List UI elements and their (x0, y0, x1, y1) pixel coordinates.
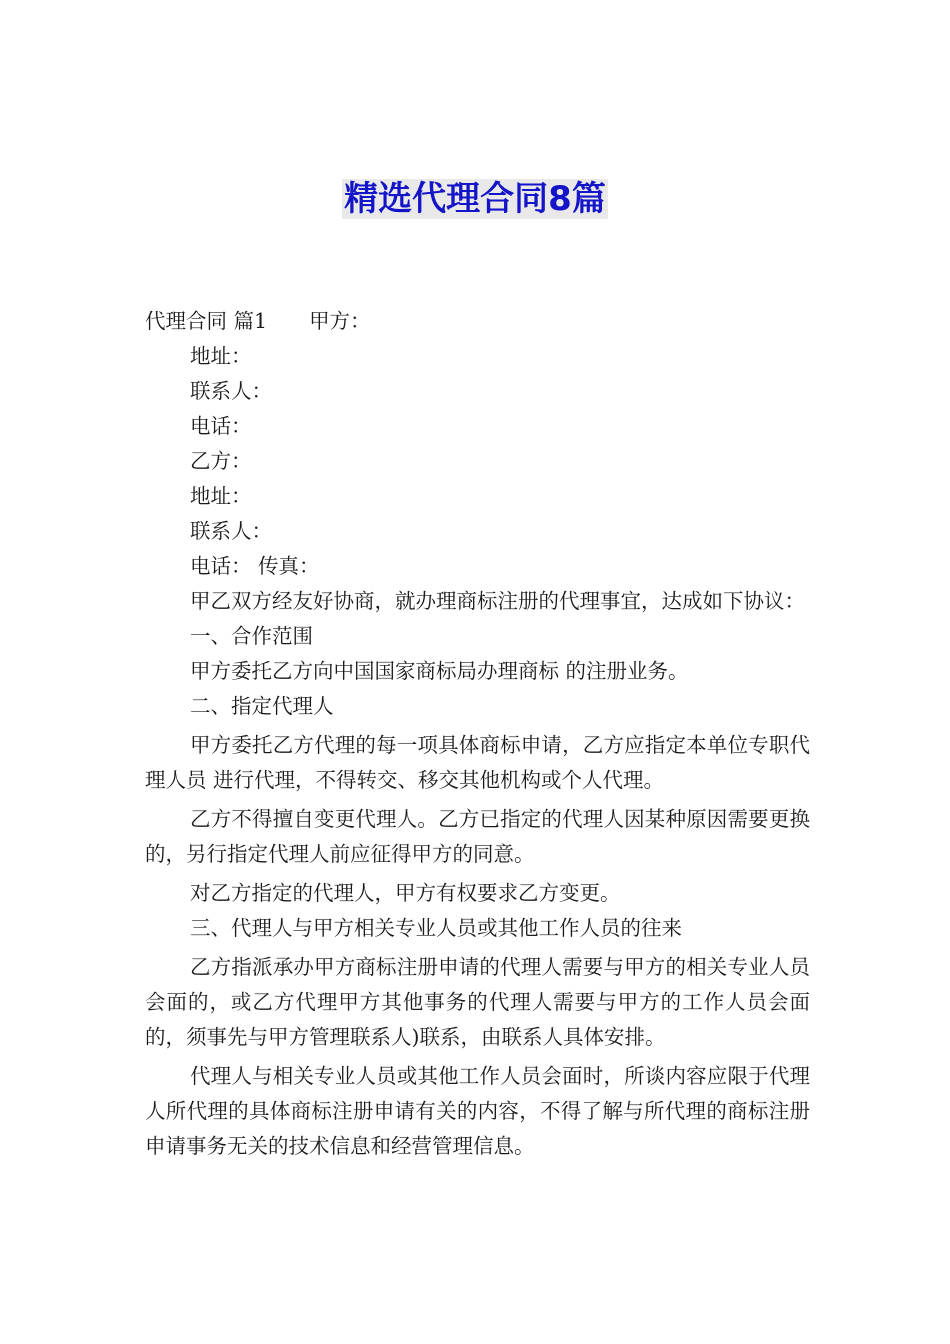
section-heading: 代理合同 篇1 (145, 309, 268, 333)
paragraph-agent-right: 对乙方指定的代理人，甲方有权要求乙方变更。 (190, 881, 621, 905)
document-body (145, 304, 810, 1164)
paragraph-agent-assign: 甲方委托乙方代理的每一项具体商标申请，乙方应指定本单位专职代理人员 进行代理，不得转交、移交其他机构或个人代理。 (145, 733, 810, 792)
field-line-contact-b: 联系人： (190, 519, 272, 543)
document-title (0, 176, 950, 222)
paragraph-scope: 甲方委托乙方向中国国家商标局办理商标 的注册业务。 (190, 659, 689, 683)
title-text: 精选代理合同8篇 (344, 179, 606, 219)
field-line-party-b: 乙方： (190, 449, 252, 473)
paragraph-meeting: 乙方指派承办甲方商标注册申请的代理人需要与甲方的相关专业人员会面的，或乙方代理甲方其他事务的代理人需要与甲方的工作人员会面的，须事先与甲方管理联系人)联系，由联系人具体安排。 (145, 955, 810, 1049)
section-heading-agent: 二、指定代理人 (190, 694, 334, 718)
paragraph-agent-change: 乙方不得擅自变更代理人。乙方已指定的代理人因某种原因需要更换的，另行指定代理人前应征得甲方的同意。 (145, 807, 810, 866)
party-a-label: 甲方： (309, 309, 371, 333)
field-line-address-b: 地址： (190, 484, 252, 508)
field-line-phone-fax-b: 电话： 传真： (190, 554, 320, 578)
heading-line (145, 304, 810, 339)
paragraph-agreement: 甲乙双方经友好协商，就办理商标注册的代理事宜，达成如下协议： (190, 589, 805, 613)
section-heading-scope: 一、合作范围 (190, 624, 313, 648)
field-line-contact-a: 联系人： (190, 379, 272, 403)
field-line-address-a: 地址： (190, 344, 252, 368)
section-heading-contact: 三、代理人与甲方相关专业人员或其他工作人员的往来 (190, 916, 682, 940)
paragraph-meeting-scope: 代理人与相关专业人员或其他工作人员会面时，所谈内容应限于代理人所代理的具体商标注册申请有关的内容，不得了解与所代理的商标注册申请事务无关的技术信息和经营管理信息。 (145, 1064, 810, 1158)
field-line-phone-a: 电话： (190, 414, 252, 438)
